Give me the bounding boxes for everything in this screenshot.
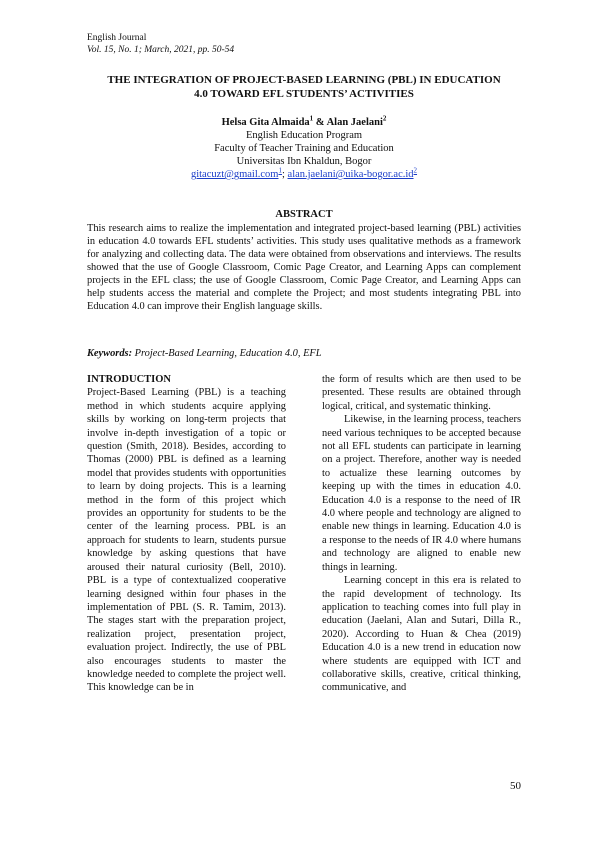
author-1: Helsa Gita Almaida xyxy=(221,117,310,128)
keywords-value: Project-Based Learning, Education 4.0, EFL xyxy=(132,348,322,359)
paper-title xyxy=(80,73,528,101)
email-separator: ; xyxy=(281,169,288,180)
intro-paragraph-continued: the form of results which are then used to be presented. These results are obtained through logical, critical, and systematic thinking. xyxy=(322,374,521,412)
affiliation-university: Universitas Ibn Khaldun, Bogor xyxy=(236,156,372,167)
author-names xyxy=(80,116,528,129)
paper-title-line-2: 4.0 TOWARD EFL STUDENTS’ ACTIVITIES xyxy=(194,88,414,100)
email-1-sup: 1 xyxy=(278,166,282,175)
author-1-sup: 1 xyxy=(309,114,314,123)
introduction-heading: INTRODUCTION xyxy=(87,374,172,385)
abstract-heading: ABSTRACT xyxy=(275,209,333,220)
email-2-sup: 2 xyxy=(413,166,418,175)
author-emails xyxy=(80,168,528,181)
email-link-1[interactable]: gitacuzt@gmail.com xyxy=(190,169,279,180)
keywords-label: Keywords: xyxy=(87,348,133,359)
author-2-sup: 2 xyxy=(382,114,387,123)
email-link-2[interactable]: alan.jaelani@uika-bogor.ac.id xyxy=(287,169,414,180)
keywords-line xyxy=(87,348,521,359)
column-right xyxy=(322,373,521,695)
author-and: & xyxy=(313,117,327,128)
page-number: 50 xyxy=(510,780,521,792)
affiliation-program: English Education Program xyxy=(245,130,363,141)
journal-header xyxy=(87,33,234,56)
paper-title-line-1: THE INTEGRATION OF PROJECT-BASED LEARNING (PBL) IN EDUCATION xyxy=(107,74,501,86)
intro-paragraph-3: Learning concept in this era is related to the rapid development of technology. Its application to teaching comes into full play in education (Jaelani, Alan and Sutari, Dilla R., 2020). According to Huan & Chea (2019) Education 4.0 is a new trend in education now where students are equipped with ICT and collaborative skills, creative, critical thinking, communicative, and xyxy=(322,575,521,694)
column-left xyxy=(87,373,286,695)
affiliation-faculty: Faculty of Teacher Training and Education xyxy=(214,143,394,154)
journal-volume: Vol. 15, No. 1; March, 2021, pp. 50-54 xyxy=(87,44,235,55)
intro-paragraph-1: Project-Based Learning (PBL) is a teaching method in which students acquire applying skills by working on long-term projects that involve in-depth investigation of a topic or question (Smith, 2018). Besides, according to Thomas (2000) PBL is defined as a learning model that provides students with opportunities to learn by doing projects. This is a learning method in the form of this project which provides an opportunity for students to be the center of the learning process. PBL is an approach for students to learn, students pursue knowledge by asking questions that have aroused their natural curiosity (Bell, 2010). PBL is a type of contextualized cooperative learning designed within four phases in the implementation of PBL (S. R. Tamim, 2013). The stages start with the preparation project, realization project, presentation project, evaluation project. Indirectly, the use of PBL also encourages students to master the knowledge needed to complete the project well. This knowledge can be in xyxy=(87,387,286,694)
author-block xyxy=(80,116,528,181)
intro-paragraph-2: Likewise, in the learning process, teachers need various techniques to be accepted because not all EFL students can participate in learning on a project. Therefore, another way is needed to actualize these learning outcomes by keeping up with the times in education 4.0. Education 4.0 is a response to the need of IR 4.0 where people and technology are aligned to enable new things in learning. Education 4.0 is a response to the needs of IR 4.0 where humans and technology are aligned to enable new things in learning. xyxy=(322,414,521,573)
author-2: Alan Jaelani xyxy=(326,117,383,128)
journal-name: English Journal xyxy=(87,33,147,43)
abstract-text: This research aims to realize the implementation and integrated project-based learning (PBL) activities in education 4.0 towards EFL students’ activities. This study uses qualitative methods as a framework for analyzing and collecting data. The data were obtained from observations and interviews. The results showed that the use of Google Classroom, Comic Page Creator, and Learning Apps can complement projects in the EFL class; the use of Google Classroom, Comic Page Creator, and Learning Apps can help students access the material and complete the Project; and most students integrating PBL into Education 4.0 can improve their English language skills. xyxy=(87,223,521,312)
